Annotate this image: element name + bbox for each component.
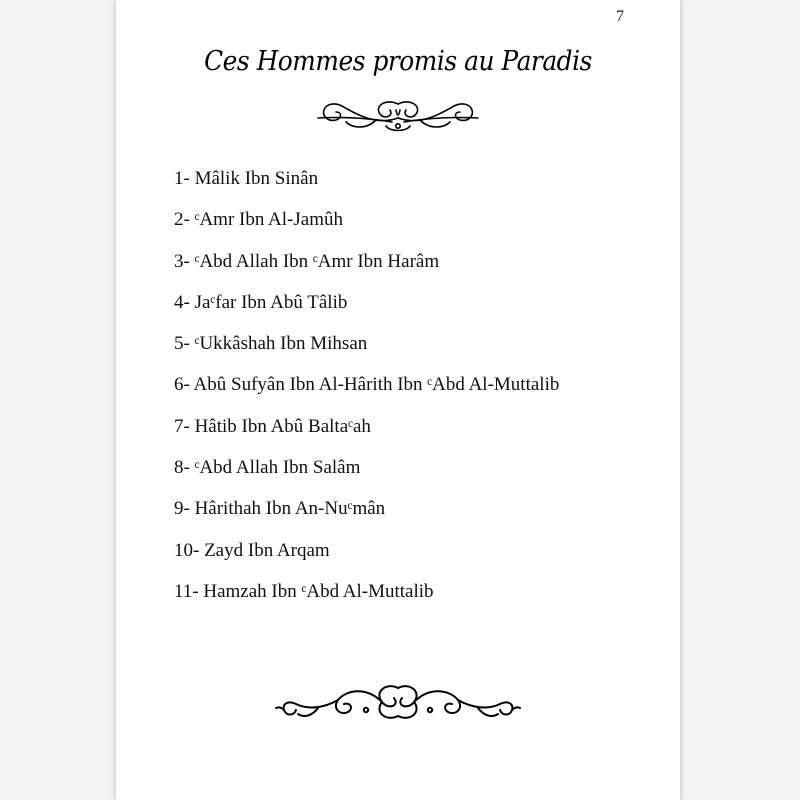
- flourish-top-ornament: [316, 96, 480, 136]
- list-item: 11- Hamzah Ibn ᶜAbd Al-Muttalib: [174, 580, 434, 602]
- list-item: 1- Mâlik Ibn Sinân: [174, 168, 319, 189]
- page-title: Ces Hommes promis au Paradis: [204, 46, 592, 77]
- list-item: 9- Hârithah Ibn An-Nuᶜmân: [174, 498, 386, 520]
- list-item: 6- Abû Sufyân Ibn Al-Hârith Ibn ᶜAbd Al-Muttalib: [174, 374, 560, 396]
- list-item: 4- Jaᶜfar Ibn Abû Tâlib: [174, 291, 348, 313]
- list-item: 7- Hâtib Ibn Abû Baltaᶜah: [174, 415, 371, 437]
- book-page: [116, 0, 680, 800]
- page-number: 7: [616, 8, 624, 25]
- flourish-bottom-ornament: [274, 680, 522, 724]
- list-item: 3- ᶜAbd Allah Ibn ᶜAmr Ibn Harâm: [174, 250, 440, 272]
- list-item: 2- ᶜAmr Ibn Al-Jamûh: [174, 209, 343, 231]
- names-list: [174, 166, 664, 620]
- list-item: 10- Zayd Ibn Arqam: [174, 539, 330, 561]
- list-item: 8- ᶜAbd Allah Ibn Salâm: [174, 457, 361, 479]
- list-item: 5- ᶜUkkâshah Ibn Mihsan: [174, 333, 368, 355]
